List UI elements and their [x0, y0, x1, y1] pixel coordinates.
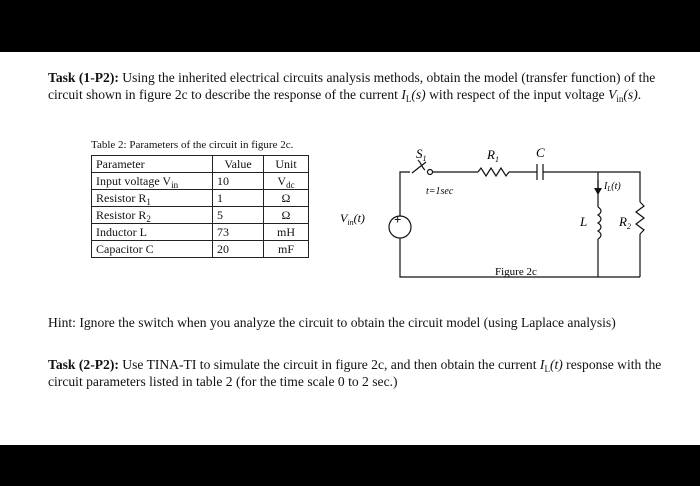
document-page	[0, 52, 700, 445]
cell-unit: mH	[264, 224, 309, 241]
task2-text-b: response with the circuit parameters listed in table 2 (for the time scale 0 to 2 sec.)	[48, 357, 662, 389]
switch-time-label: t=1sec	[426, 186, 454, 197]
cell-parameter-sub: 2	[146, 214, 151, 224]
table-row	[92, 207, 309, 224]
task1-current-sub: L	[405, 94, 412, 104]
wire-top-right	[543, 172, 640, 202]
task2-text-a: Use TINA-TI to simulate the circuit in figure 2c, and then obtain the current	[118, 357, 540, 372]
switch-label: $S_1$	[416, 146, 427, 163]
resistor-r1	[478, 168, 509, 176]
task1-text-end: .	[637, 87, 642, 102]
cell-unit-text: V	[277, 174, 287, 188]
cell-parameter	[92, 190, 213, 207]
cell-parameter-sub: in	[171, 180, 179, 190]
cell-parameter-sub: 1	[146, 197, 151, 207]
table-row	[92, 173, 309, 190]
cell-parameter	[92, 173, 213, 190]
inductor-label: L	[580, 214, 588, 229]
header-parameter: Parameter	[92, 156, 213, 173]
table-caption: Table 2: Parameters of the circuit in figure 2c.	[91, 139, 294, 151]
task1-paragraph	[48, 69, 660, 103]
task2-paragraph	[48, 356, 668, 390]
cell-parameter	[92, 207, 213, 224]
table-row	[92, 224, 309, 241]
source-label: $V_{in}(t)$	[340, 211, 365, 227]
task1-text-b: with respect of the input voltage	[425, 87, 609, 102]
cell-unit-sub: dc	[286, 180, 295, 190]
cell-unit: mF	[264, 241, 309, 258]
cell-value: 10	[213, 173, 264, 190]
cell-value: 20	[213, 241, 264, 258]
task1-label: Task (1-P2):	[48, 70, 119, 85]
resistor-r2	[636, 202, 644, 234]
task2-current-arg: (t)	[549, 357, 563, 372]
header-unit: Unit	[264, 156, 309, 173]
figure-caption: Figure 2c	[495, 266, 537, 278]
table-header-row	[92, 156, 309, 173]
cell-parameter: Inductor L	[92, 224, 213, 241]
task2-current-symbol: I	[539, 357, 545, 372]
cell-value: 5	[213, 207, 264, 224]
cell-value: 73	[213, 224, 264, 241]
wire-top-left	[400, 172, 410, 207]
cell-unit: Ω	[264, 190, 309, 207]
inductor-l	[598, 207, 601, 239]
cell-value: 1	[213, 190, 264, 207]
circuit-diagram	[330, 142, 670, 282]
task2-current-sub: L	[544, 364, 550, 374]
task1-current-symbol: I	[401, 87, 406, 102]
table-row	[92, 190, 309, 207]
cell-parameter: Capacitor C	[92, 241, 213, 258]
task1-voltage-arg: (s)	[623, 87, 638, 102]
table-row	[92, 241, 309, 258]
r2-label: $R_2$	[619, 214, 631, 231]
capacitor-label: C	[536, 145, 545, 160]
task1-voltage-symbol: V	[608, 87, 617, 102]
source-plus-sign: +	[394, 212, 402, 227]
task1-voltage-sub: in	[616, 94, 624, 104]
task1-text-a: Using the inherited electrical circuits analysis methods, obtain the model (transfer function) of the circuit shown in figure 2c to describe the response of the current	[48, 70, 656, 102]
cell-parameter-text: Input voltage V	[96, 174, 172, 188]
current-label: $I_L(t)$	[604, 181, 621, 193]
r1-label: $R_1$	[487, 147, 499, 164]
parameters-table	[91, 155, 309, 258]
header-value: Value	[213, 156, 264, 173]
hint-paragraph: Hint: Ignore the switch when you analyze the circuit to obtain the circuit model (using Laplace analysis)	[48, 315, 616, 330]
task2-label: Task (2-P2):	[48, 357, 119, 372]
cell-unit: Ω	[264, 207, 309, 224]
switch-contact	[428, 170, 433, 175]
cell-parameter-text: Resistor R	[96, 191, 147, 205]
switch-blade	[412, 162, 426, 173]
current-arrow-icon	[594, 188, 602, 195]
cell-unit	[264, 173, 309, 190]
task1-current-arg: (s)	[411, 87, 426, 102]
cell-parameter-text: Resistor R	[96, 208, 147, 222]
